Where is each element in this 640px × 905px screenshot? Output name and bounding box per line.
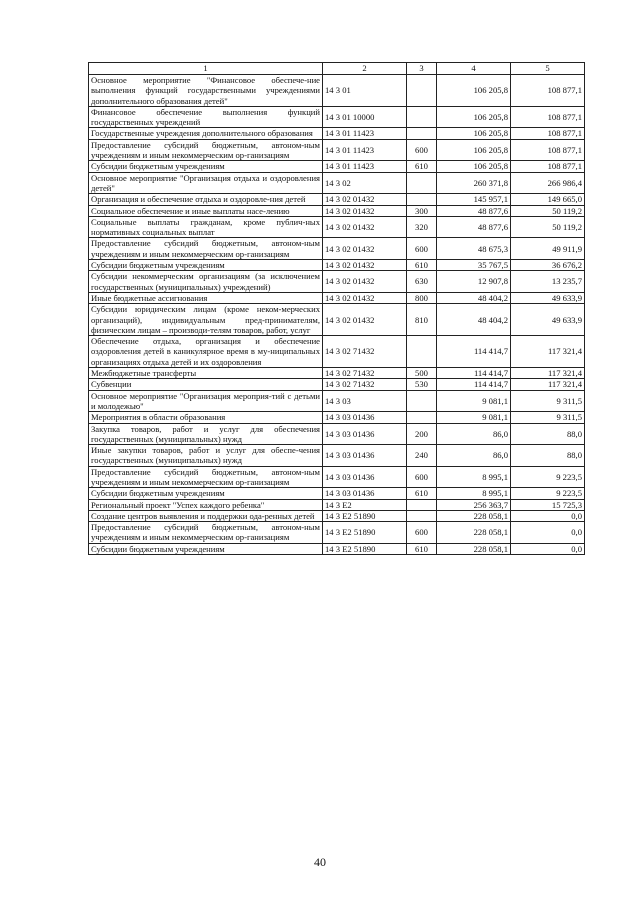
row-code-cell: 14 3 01 11423 <box>323 161 407 172</box>
row-code-cell: 14 3 02 01432 <box>323 292 407 303</box>
row-code-cell: 14 3 03 01436 <box>323 445 407 467</box>
row-amount-col5-cell: 117 321,4 <box>511 368 585 379</box>
row-expense-type-cell: 240 <box>407 445 437 467</box>
table-row <box>89 75 585 107</box>
column-header: 4 <box>437 63 511 75</box>
row-amount-col5-cell: 15 725,3 <box>511 499 585 510</box>
row-code-cell: 14 3 02 <box>323 172 407 194</box>
row-expense-type-cell <box>407 510 437 521</box>
row-code-cell: 14 3 03 01436 <box>323 412 407 423</box>
table-row <box>89 379 585 390</box>
row-amount-col4-cell: 35 767,5 <box>437 260 511 271</box>
row-amount-col5-cell: 117 321,4 <box>511 336 585 368</box>
row-expense-type-cell: 500 <box>407 368 437 379</box>
row-code-cell: 14 3 E2 51890 <box>323 543 407 554</box>
row-expense-type-cell: 810 <box>407 304 437 336</box>
row-amount-col4-cell: 8 995,1 <box>437 488 511 499</box>
row-amount-col4-cell: 86,0 <box>437 423 511 445</box>
row-name-cell: Социальные выплаты гражданам, кроме публич-ных нормативных социальных выплат <box>89 216 323 238</box>
column-header: 1 <box>89 63 323 75</box>
row-amount-col5-cell: 108 877,1 <box>511 139 585 161</box>
table-row <box>89 368 585 379</box>
budget-table <box>88 62 585 555</box>
row-amount-col4-cell: 9 081,1 <box>437 412 511 423</box>
row-amount-col4-cell: 114 414,7 <box>437 379 511 390</box>
table-row <box>89 543 585 554</box>
row-amount-col5-cell: 0,0 <box>511 543 585 554</box>
row-amount-col5-cell: 117 321,4 <box>511 379 585 390</box>
row-amount-col4-cell: 228 058,1 <box>437 510 511 521</box>
row-name-cell: Субсидии некоммерческим организациям (за исключением государственных (муниципальных) учреждений) <box>89 271 323 293</box>
table-row <box>89 139 585 161</box>
table-row <box>89 238 585 260</box>
row-name-cell: Иные закупки товаров, работ и услуг для обеспе-чения государственных (муниципальных) нужд <box>89 445 323 467</box>
row-expense-type-cell: 610 <box>407 161 437 172</box>
table-row <box>89 205 585 216</box>
row-code-cell: 14 3 E2 51890 <box>323 510 407 521</box>
table-row <box>89 336 585 368</box>
row-code-cell: 14 3 02 01432 <box>323 304 407 336</box>
row-amount-col4-cell: 12 907,8 <box>437 271 511 293</box>
row-amount-col5-cell: 88,0 <box>511 445 585 467</box>
row-expense-type-cell: 800 <box>407 292 437 303</box>
row-expense-type-cell: 200 <box>407 423 437 445</box>
header-row <box>89 63 585 75</box>
row-code-cell: 14 3 02 01432 <box>323 194 407 205</box>
table-row <box>89 271 585 293</box>
row-expense-type-cell <box>407 194 437 205</box>
row-expense-type-cell: 300 <box>407 205 437 216</box>
table-row <box>89 260 585 271</box>
row-name-cell: Региональный проект "Успех каждого ребенка" <box>89 499 323 510</box>
row-name-cell: Основное мероприятие "Организация мероприя-тий с детьми и молодежью" <box>89 390 323 412</box>
row-name-cell: Субсидии бюджетным учреждениям <box>89 488 323 499</box>
table-row <box>89 522 585 544</box>
row-amount-col5-cell: 36 676,2 <box>511 260 585 271</box>
row-amount-col4-cell: 114 414,7 <box>437 368 511 379</box>
row-expense-type-cell: 600 <box>407 139 437 161</box>
row-code-cell: 14 3 01 10000 <box>323 106 407 128</box>
row-amount-col4-cell: 106 205,8 <box>437 106 511 128</box>
row-amount-col5-cell: 49 633,9 <box>511 292 585 303</box>
table-row <box>89 161 585 172</box>
row-amount-col4-cell: 106 205,8 <box>437 128 511 139</box>
row-code-cell: 14 3 03 01436 <box>323 466 407 488</box>
column-header: 3 <box>407 63 437 75</box>
row-amount-col5-cell: 50 119,2 <box>511 216 585 238</box>
row-name-cell: Мероприятия в области образования <box>89 412 323 423</box>
row-name-cell: Социальное обеспечение и иные выплаты насе-лению <box>89 205 323 216</box>
row-code-cell: 14 3 02 01432 <box>323 238 407 260</box>
row-code-cell: 14 3 02 01432 <box>323 260 407 271</box>
row-name-cell: Финансовое обеспечение выполнения функций государственных учреждений <box>89 106 323 128</box>
row-expense-type-cell: 530 <box>407 379 437 390</box>
table-row <box>89 412 585 423</box>
row-code-cell: 14 3 02 71432 <box>323 336 407 368</box>
row-expense-type-cell: 610 <box>407 488 437 499</box>
table-body <box>89 63 585 555</box>
row-amount-col5-cell: 49 911,9 <box>511 238 585 260</box>
row-amount-col5-cell: 50 119,2 <box>511 205 585 216</box>
table-row <box>89 292 585 303</box>
row-code-cell: 14 3 02 01432 <box>323 271 407 293</box>
row-amount-col4-cell: 48 404,2 <box>437 292 511 303</box>
row-amount-col4-cell: 106 205,8 <box>437 161 511 172</box>
table-row <box>89 106 585 128</box>
row-name-cell: Предоставление субсидий бюджетным, автоном-ным учреждениям и иным некоммерческим ор-ганизациям <box>89 466 323 488</box>
table-row <box>89 128 585 139</box>
row-amount-col4-cell: 48 877,6 <box>437 216 511 238</box>
row-amount-col4-cell: 48 877,6 <box>437 205 511 216</box>
table-row <box>89 423 585 445</box>
row-name-cell: Субвенции <box>89 379 323 390</box>
row-amount-col5-cell: 0,0 <box>511 510 585 521</box>
row-code-cell: 14 3 01 11423 <box>323 139 407 161</box>
table-row <box>89 510 585 521</box>
row-amount-col5-cell: 9 311,5 <box>511 412 585 423</box>
row-amount-col5-cell: 0,0 <box>511 522 585 544</box>
row-expense-type-cell <box>407 412 437 423</box>
row-code-cell: 14 3 01 11423 <box>323 128 407 139</box>
row-amount-col4-cell: 145 957,1 <box>437 194 511 205</box>
row-expense-type-cell <box>407 172 437 194</box>
row-expense-type-cell: 630 <box>407 271 437 293</box>
row-amount-col5-cell: 108 877,1 <box>511 161 585 172</box>
row-name-cell: Основное мероприятие "Финансовое обеспече-ние выполнения функций государственными учреждениями дополнительного образования детей" <box>89 75 323 107</box>
row-name-cell: Субсидии бюджетным учреждениям <box>89 260 323 271</box>
row-name-cell: Предоставление субсидий бюджетным, автоном-ным учреждениям и иным некоммерческим ор-ганизациям <box>89 522 323 544</box>
row-expense-type-cell: 600 <box>407 466 437 488</box>
row-name-cell: Создание центров выявления и поддержки ода-ренных детей <box>89 510 323 521</box>
row-code-cell: 14 3 02 01432 <box>323 216 407 238</box>
row-name-cell: Предоставление субсидий бюджетным, автоном-ным учреждениям и иным некоммерческим ор-ганизациям <box>89 139 323 161</box>
table-row <box>89 390 585 412</box>
row-name-cell: Государственные учреждения дополнительного образования <box>89 128 323 139</box>
table-row <box>89 172 585 194</box>
row-name-cell: Предоставление субсидий бюджетным, автоном-ным учреждениям и иным некоммерческим ор-ганизациям <box>89 238 323 260</box>
table-row <box>89 499 585 510</box>
row-amount-col5-cell: 108 877,1 <box>511 106 585 128</box>
row-expense-type-cell: 600 <box>407 522 437 544</box>
row-amount-col4-cell: 256 363,7 <box>437 499 511 510</box>
row-code-cell: 14 3 02 01432 <box>323 205 407 216</box>
page-number: 40 <box>314 855 326 869</box>
row-amount-col5-cell: 9 223,5 <box>511 488 585 499</box>
row-amount-col5-cell: 266 986,4 <box>511 172 585 194</box>
table-row <box>89 304 585 336</box>
row-expense-type-cell <box>407 499 437 510</box>
row-amount-col5-cell: 88,0 <box>511 423 585 445</box>
row-code-cell: 14 3 02 71432 <box>323 379 407 390</box>
row-name-cell: Субсидии бюджетным учреждениям <box>89 161 323 172</box>
table-row <box>89 216 585 238</box>
row-name-cell: Закупка товаров, работ и услуг для обеспечения государственных (муниципальных) нужд <box>89 423 323 445</box>
column-header: 2 <box>323 63 407 75</box>
row-amount-col4-cell: 106 205,8 <box>437 75 511 107</box>
row-expense-type-cell: 600 <box>407 238 437 260</box>
row-code-cell: 14 3 03 <box>323 390 407 412</box>
row-expense-type-cell <box>407 106 437 128</box>
row-amount-col4-cell: 86,0 <box>437 445 511 467</box>
row-amount-col4-cell: 106 205,8 <box>437 139 511 161</box>
row-name-cell: Организация и обеспечение отдыха и оздоровле-ния детей <box>89 194 323 205</box>
row-amount-col5-cell: 108 877,1 <box>511 128 585 139</box>
row-amount-col4-cell: 48 675,3 <box>437 238 511 260</box>
row-amount-col4-cell: 260 371,8 <box>437 172 511 194</box>
row-name-cell: Иные бюджетные ассигнования <box>89 292 323 303</box>
row-code-cell: 14 3 E2 51890 <box>323 522 407 544</box>
row-amount-col4-cell: 48 404,2 <box>437 304 511 336</box>
row-amount-col5-cell: 49 633,9 <box>511 304 585 336</box>
row-expense-type-cell: 610 <box>407 543 437 554</box>
row-code-cell: 14 3 E2 <box>323 499 407 510</box>
table-row <box>89 194 585 205</box>
row-expense-type-cell <box>407 128 437 139</box>
row-code-cell: 14 3 03 01436 <box>323 488 407 499</box>
row-amount-col5-cell: 149 665,0 <box>511 194 585 205</box>
row-amount-col4-cell: 8 995,1 <box>437 466 511 488</box>
row-amount-col4-cell: 9 081,1 <box>437 390 511 412</box>
row-name-cell: Основное мероприятие "Организация отдыха и оздоровления детей" <box>89 172 323 194</box>
table-row <box>89 488 585 499</box>
row-code-cell: 14 3 01 <box>323 75 407 107</box>
column-header: 5 <box>511 63 585 75</box>
row-expense-type-cell <box>407 75 437 107</box>
table-row <box>89 445 585 467</box>
row-amount-col5-cell: 13 235,7 <box>511 271 585 293</box>
row-name-cell: Обеспечение отдыха, организация и обеспечение оздоровления детей в каникулярное время в му-ниципальных организациях отдыха детей и их оздоровления <box>89 336 323 368</box>
row-amount-col4-cell: 228 058,1 <box>437 543 511 554</box>
row-code-cell: 14 3 03 01436 <box>323 423 407 445</box>
row-amount-col5-cell: 108 877,1 <box>511 75 585 107</box>
row-name-cell: Субсидии юридическим лицам (кроме неком-мерческих организаций), индивидуальным пред-принимателям, физическим лицам – производи-телям товаров, работ, услуг <box>89 304 323 336</box>
row-amount-col5-cell: 9 223,5 <box>511 466 585 488</box>
row-expense-type-cell: 610 <box>407 260 437 271</box>
row-name-cell: Межбюджетные трансферты <box>89 368 323 379</box>
row-amount-col4-cell: 114 414,7 <box>437 336 511 368</box>
row-code-cell: 14 3 02 71432 <box>323 368 407 379</box>
row-amount-col4-cell: 228 058,1 <box>437 522 511 544</box>
row-amount-col5-cell: 9 311,5 <box>511 390 585 412</box>
table-row <box>89 466 585 488</box>
row-expense-type-cell: 320 <box>407 216 437 238</box>
row-name-cell: Субсидии бюджетным учреждениям <box>89 543 323 554</box>
row-expense-type-cell <box>407 390 437 412</box>
row-expense-type-cell <box>407 336 437 368</box>
